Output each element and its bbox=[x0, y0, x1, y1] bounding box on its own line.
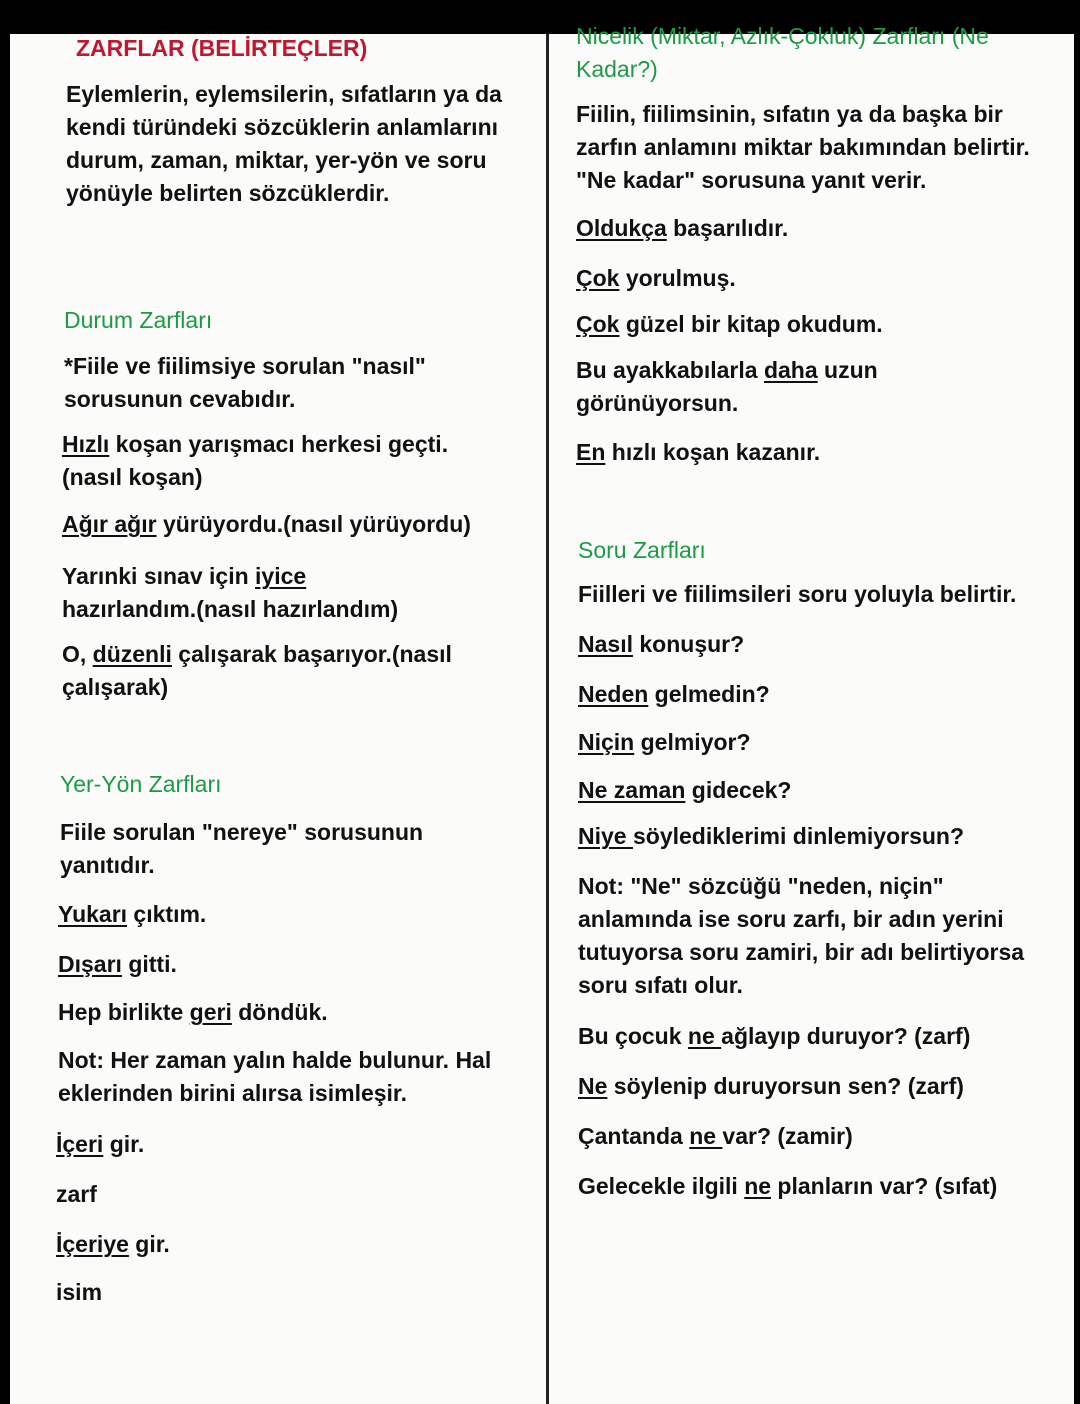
example-rest: uzun görünüyorsun. bbox=[576, 357, 878, 416]
nicelik-example-5 bbox=[576, 436, 1046, 469]
example-rest: güzel bir kitap okudum. bbox=[619, 311, 883, 337]
example-rest: gidecek? bbox=[685, 777, 792, 803]
example-rest: çıktım. bbox=[127, 901, 207, 927]
soru-example-1 bbox=[578, 628, 1046, 661]
yer-label-zarf: zarf bbox=[56, 1181, 97, 1207]
underlined-word: Yukarı bbox=[58, 901, 128, 927]
underlined-word: İçeriye bbox=[56, 1231, 129, 1257]
underlined-word: Niye bbox=[578, 823, 633, 849]
example-rest: gelmedin? bbox=[648, 681, 770, 707]
intro-text: Eylemlerin, eylemsilerin, sıfatların ya da kendi türündeki sözcüklerin anlamlarını durum, zaman, miktar, yer-yön ve soru yönüyle belirten sözcüklerdir. bbox=[66, 81, 502, 206]
example-rest: konuşur? bbox=[632, 631, 745, 657]
nicelik-example-4 bbox=[576, 354, 916, 420]
example-pre: Hep birlikte bbox=[58, 999, 190, 1025]
soru-note: Not: "Ne" sözcüğü "neden, niçin" anlamında ise soru zarfı, bir adın yerini tutuyorsa soru zamiri, bir adı belirtiyorsa soru sıfatı olur. bbox=[578, 873, 1025, 998]
soru-example-3 bbox=[578, 726, 1046, 759]
example-rest: planların var? (sıfat) bbox=[771, 1173, 998, 1199]
example-rest: gitti. bbox=[121, 951, 177, 977]
underlined-word: Ne zaman bbox=[578, 777, 686, 803]
example-rest: gir. bbox=[128, 1231, 170, 1257]
soru-heading: Soru Zarfları bbox=[578, 537, 706, 563]
yer-example-2 bbox=[58, 948, 526, 981]
durum-example-1 bbox=[62, 428, 482, 494]
durum-example-2 bbox=[62, 508, 522, 541]
example-rest: döndük. bbox=[231, 999, 328, 1025]
underlined-word: Niçin bbox=[578, 729, 635, 755]
example-rest: söylenip duruyorsun sen? (zarf) bbox=[607, 1073, 964, 1099]
yer-example-3 bbox=[58, 996, 526, 1029]
example-pre: Gelecekle ilgili bbox=[578, 1173, 745, 1199]
underlined-word: Oldukça bbox=[576, 215, 667, 241]
underlined-word: Çok bbox=[576, 265, 620, 291]
underlined-word: İçeri bbox=[56, 1131, 104, 1157]
example-rest: var? (zamir) bbox=[722, 1123, 853, 1149]
example-rest: gir. bbox=[103, 1131, 145, 1157]
yer-note: Not: Her zaman yalın halde bulunur. Hal eklerinden birini alırsa isimleşir. bbox=[58, 1047, 492, 1106]
example-pre: Bu çocuk bbox=[578, 1023, 688, 1049]
soru-example-7 bbox=[578, 1070, 1048, 1103]
notes-sheet bbox=[10, 23, 1074, 1404]
durum-example-4 bbox=[62, 638, 502, 704]
nicelik-example-3 bbox=[576, 308, 1046, 341]
underlined-word: düzenli bbox=[92, 641, 172, 667]
durum-example-3 bbox=[62, 560, 442, 626]
yer-heading: Yer-Yön Zarfları bbox=[60, 771, 222, 797]
soru-desc: Fiilleri ve fiilimsileri soru yoluyla belirtir. bbox=[578, 581, 1017, 607]
nicelik-example-2 bbox=[576, 262, 1046, 295]
yer-label-isim: isim bbox=[56, 1279, 103, 1305]
column-divider bbox=[546, 34, 549, 1404]
underlined-word: Hızlı bbox=[62, 431, 110, 457]
underlined-word: Ne bbox=[578, 1073, 608, 1099]
example-pre: Çantanda bbox=[578, 1123, 690, 1149]
durum-desc: *Fiile ve fiilimsiye sorulan "nasıl" sorusunun cevabıdır. bbox=[64, 353, 426, 412]
soru-example-6 bbox=[578, 1020, 1048, 1053]
example-pre: O, bbox=[62, 641, 93, 667]
example-rest: koşan yarışmacı herkesi geçti.(nasıl koşan) bbox=[62, 431, 449, 490]
example-pre: Yarınki sınav için bbox=[62, 563, 256, 589]
underlined-word: Dışarı bbox=[58, 951, 122, 977]
underlined-word: En bbox=[576, 439, 606, 465]
underlined-word: iyice bbox=[255, 563, 307, 589]
example-rest: yorulmuş. bbox=[619, 265, 736, 291]
example-rest: yürüyordu.(nasıl yürüyordu) bbox=[156, 511, 471, 537]
underlined-word: Ağır ağır bbox=[62, 511, 157, 537]
nicelik-desc: Fiilin, fiilimsinin, sıfatın ya da başka bir zarfın anlamını miktar bakımından belirtir. "Ne kadar" sorusuna yanıt verir. bbox=[576, 101, 1030, 193]
example-rest: hazırlandım.(nasıl hazırlandım) bbox=[62, 596, 399, 622]
underlined-word: ne bbox=[744, 1173, 772, 1199]
page-title: ZARFLAR (BELİRTEÇLER) bbox=[76, 35, 368, 61]
underlined-word: daha bbox=[763, 357, 818, 383]
soru-example-5 bbox=[578, 820, 1048, 853]
underlined-word: ne bbox=[687, 1023, 722, 1049]
nicelik-example-1 bbox=[576, 212, 1046, 245]
soru-example-8 bbox=[578, 1120, 1048, 1153]
yer-example-5 bbox=[56, 1228, 526, 1261]
underlined-word: geri bbox=[189, 999, 232, 1025]
yer-example-4 bbox=[56, 1128, 526, 1161]
nicelik-heading: Nicelik (Miktar, Azlık-Çokluk) Zarfları (Ne Kadar?) bbox=[576, 23, 989, 82]
example-rest: gelmiyor? bbox=[634, 729, 751, 755]
underlined-word: ne bbox=[689, 1123, 723, 1149]
example-rest: başarılıdır. bbox=[666, 215, 789, 241]
soru-example-2 bbox=[578, 678, 1046, 711]
underlined-word: Çok bbox=[576, 311, 620, 337]
example-pre: Bu ayakkabılarla bbox=[576, 357, 764, 383]
example-rest: ağlayıp duruyor? (zarf) bbox=[721, 1023, 971, 1049]
yer-example-1 bbox=[58, 898, 526, 931]
underlined-word: Nasıl bbox=[578, 631, 633, 657]
soru-example-9 bbox=[578, 1170, 1048, 1203]
example-rest: hızlı koşan kazanır. bbox=[605, 439, 821, 465]
soru-example-4 bbox=[578, 774, 1046, 807]
example-rest: çalışarak başarıyor.(nasıl çalışarak) bbox=[62, 641, 452, 700]
underlined-word: Neden bbox=[578, 681, 649, 707]
durum-heading: Durum Zarfları bbox=[64, 307, 213, 333]
example-rest: söylediklerimi dinlemiyorsun? bbox=[632, 823, 965, 849]
yer-desc: Fiile sorulan "nereye" sorusunun yanıtıdır. bbox=[60, 819, 424, 878]
